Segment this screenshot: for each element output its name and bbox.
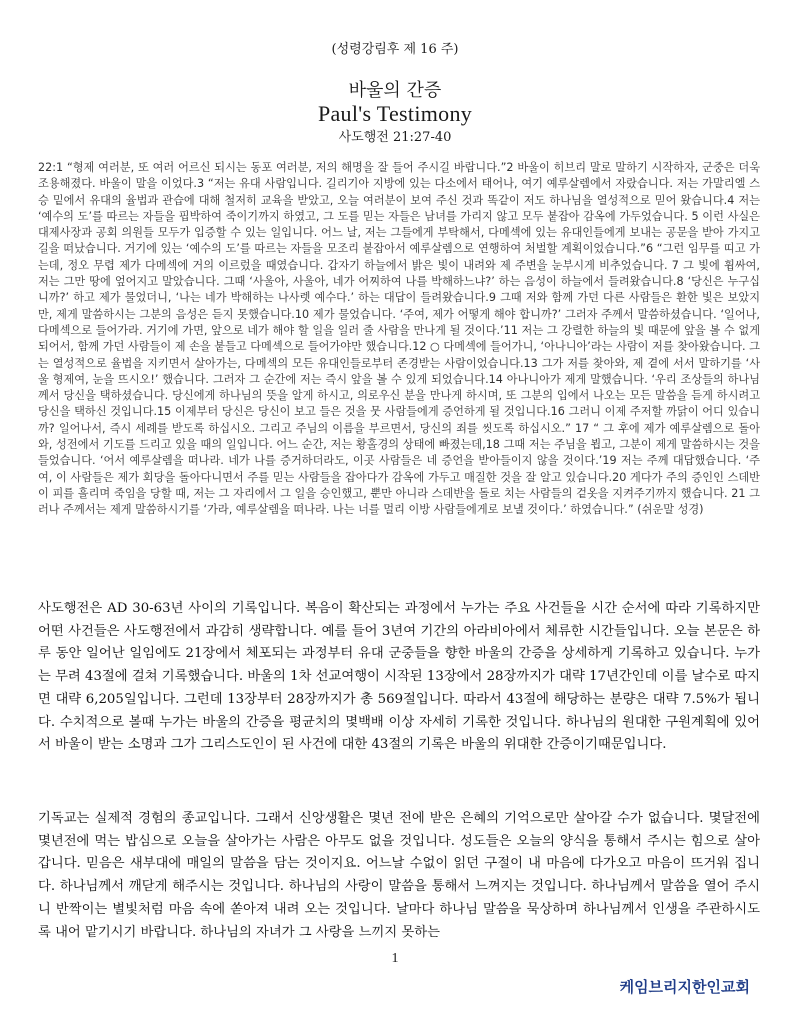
scripture-passage: 22:1 “형제 여러분, 또 여러 어르신 되시는 동포 여러분, 저의 해명을 잘 들어 주시길 바랍니다.”2 바울이 히브리 말로 말하기 시작하자, 군중은 더욱 조용해졌다. 바울이 말을 이었다.3 “저는 유대 사람입니다. 길리기아 지방에 있는 다소에서 태어나, 여기 예루살렘에서 자랐습니다. 저는 가말리엘 스승 밑에서 유대의 율법과 관습에 대해 철저히 교육을 받았고, 오늘 여러분이 보여 주신 것과 똑같이 저도 하나님을 열성적으로 믿어 왔습니다.4 저는 ‘예수의 도’를 따르는 자들을 핍박하여 죽이기까지 하였고, 그 도를 믿는 자들은 남녀를 가리지 않고 모두 붙잡아 감옥에 가두었습니다. 5 이런 사실은 대제사장과 공회 의원들 모두가 입증할 수 있는 일입니다. 어느 날, 저는 그들에게 부탁해서, 다메섹에 있는 유대인들에게 보내는 공문을 받아 가지고 길을 떠났습니다. 거기에 있는 ‘예수의 도’를 따르는 자들을 모조리 붙잡아서 예루살렘으로 연행하여 처벌할 계획이었습니다.”6 “그런 임무를 띠고 가는데, 정오 무렵 제가 다메섹에 거의 이르렀을 때였습니다. 갑자기 하늘에서 밝은 빛이 내려와 제 주변을 눈부시게 비추었습니다. 7 그 빛에 휩싸여, 저는 그만 땅에 엎어지고 말았습니다. 그때 ‘사울아, 사울아, 네가 어찌하여 나를 박해하느냐?’ 하는 음성이 하늘에서 들려왔습니다.8 ‘당신은 누구십니까?’ 하고 제가 물었더니, ‘나는 네가 박해하는 나사렛 예수다.’ 하는 대답이 들려왔습니다.9 그때 저와 함께 가던 다른 사람들은 환한 빛은 보았지만, 제게 말씀하시는 그분의 음성은 듣지 못했습니다.10 제가 물었습니다. ‘주여, 제가 어떻게 해야 합니까?’ 그러자 주께서 말씀하셨습니다. ‘일어나, 다메섹으로 들어가라. 거기에 가면, 앞으로 네가 해야 할 일을 일러 줄 사람을 만나게 될 것이다.’11 저는 그 강렬한 하늘의 빛 때문에 앞을 볼 수 없게 되어서, 함께 가던 사람들이 제 손을 붙들고 다메섹으로 들어가야만 했습니다.12 ○ 다메섹에 들어가니, ‘아나니아’라는 사람이 저를 찾아왔습니다. 그는 열성적으로 율법을 지키면서 살아가는, 다메섹의 모든 유대인들로부터 존경받는 사람이었습니다.13 그가 저를 찾아와, 제 곁에 서서 말하기를 ‘사울 형제여, 눈을 뜨시오!’ 했습니다. 그러자 그 순간에 저는 즉시 앞을 볼 수 있게 되었습니다.14 아나니아가 제게 말했습니다. ‘우리 조상들의 하나님께서 당신을 택하셨습니다. 당신에게 하나님의 뜻을 알게 하시고, 의로우신 분을 만나게 하시며, 또 그분의 입에서 나오는 모든 말씀을 듣게 하시려고 당신을 택하신 것입니다.15 이제부터 당신은 당신이 보고 들은 것을 뭇 사람들에게 증언하게 될 것입니다.16 그러니 이제 주저할 까닭이 어디 있습니까? 일어나서, 즉시 세례를 받도록 하십시오. 그리고 주님의 이름을 부르면서, 당신의 죄를 씻도록 하십시오.” 17 “ 그 후에 제가 예루살렘으로 돌아와, 성전에서 기도를 드리고 있을 때의 일입니다. 어느 순간, 저는 황홀경의 상태에 빠졌는데,18 그때 저는 주님을 뵙고, 그분이 제게 말씀하시는 것을 들었습니다. ‘어서 예루살렘을 떠나라. 네가 나를 증거하더라도, 이곳 사람들은 네 증언을 받아들이지 않을 것이다.’19 저는 주께 대답했습니다. ‘주여, 이 사람들은 제가 회당을 돌아다니면서 주를 믿는 사람들을 잡아다가 감옥에 가두고 매질한 것을 잘 알고 있습니다.20 게다가 주의 증인인 스데반이 피를 흘리며 죽임을 당할 때, 저는 그 자리에서 그 일을 승인했고, 뿐만 아니라 스데반을 돌로 치는 사람들의 겉옷을 지켜주기까지 했습니다. 21 그러나 주께서는 제게 말씀하시기를 ‘가라, 예루살렘을 떠나라. 나는 너를 멀리 이방 사람들에게로 보낼 것이다.’ 하였습니다.” (쉬운말 성경) (38, 161, 761, 517)
body-paragraph-2: 기독교는 실제적 경험의 종교입니다. 그래서 신앙생활은 몇년 전에 받은 은혜의 기억으로만 살아갈 수가 없습니다. 몇달전에 몇년전에 먹는 밥심으로 오늘을 살아가는 사람은 아무도 없을 것입니다. 성도들은 오늘의 양식을 통해서 주시는 힘으로 살아갑니다. 믿음은 새부대에 매일의 말씀을 담는 것이지요. 어느날 수없이 읽던 구절이 내 마음에 다가오고 마음이 뜨거워 집니다. 하나님께서 깨닫게 해주시는 것입니다. 하나님의 사랑이 말씀을 통해서 느껴지는 것입니다. 하나님께서 말씀을 열어 주시니 반짝이는 별빛처럼 마음 속에 쏟아져 내려 오는 것입니다. 날마다 하나님 말씀을 묵상하며 하나님께서 인생을 주관하시도록 내어 맡기시기 바랍니다. 하나님의 자녀가 그 사랑을 느끼지 못하는 (38, 811, 760, 940)
sermon-title-korean: 바울의 간증 (348, 80, 442, 101)
week-label: (성령강림후 제 16 주) (331, 42, 459, 57)
church-name: 케임브리지한인교회 (619, 978, 750, 996)
scripture-reference: 사도행전 21:27-40 (338, 130, 452, 145)
sermon-title-english: Paul's Testimony (317, 101, 473, 126)
page-number: 1 (391, 951, 399, 966)
body-paragraph-1: 사도행전은 AD 30-63년 사이의 기록입니다. 복음이 확산되는 과정에서 누가는 주요 사건들을 시간 순서에 따라 기록하지만 어떤 사건들은 사도행전에서 과감히 생략합니다. 예를 들어 3년여 기간의 아라비아에서 체류한 시간들입니다. 오늘 본문은 하루 동안 일어난 일임에도 21장에서 체포되는 과정부터 유대 군중들을 향한 바울의 간증을 상세하게 기록하고 있습니다. 누가는 무려 43절에 걸쳐 기록했습니다. 바울의 1차 선교여행이 시작된 13장에서 28장까지가 대략 17년간인데 이를 날수로 따지면 대략 6,205일입니다. 그런데 13장부터 28장까지가 총 569절입니다. 따라서 43절에 해당하는 분량은 대략 7.5%가 됩니다. 수치적으로 볼때 누가는 바울의 간증을 평균치의 몇백배 이상 자세히 기록한 것입니다. 하나님의 원대한 구원계획에 있어서 바울이 받는 소명과 그가 그리스도인이 된 사건에 대한 43절의 기록은 바울의 위대한 간증이기때문입니다. (38, 601, 760, 753)
